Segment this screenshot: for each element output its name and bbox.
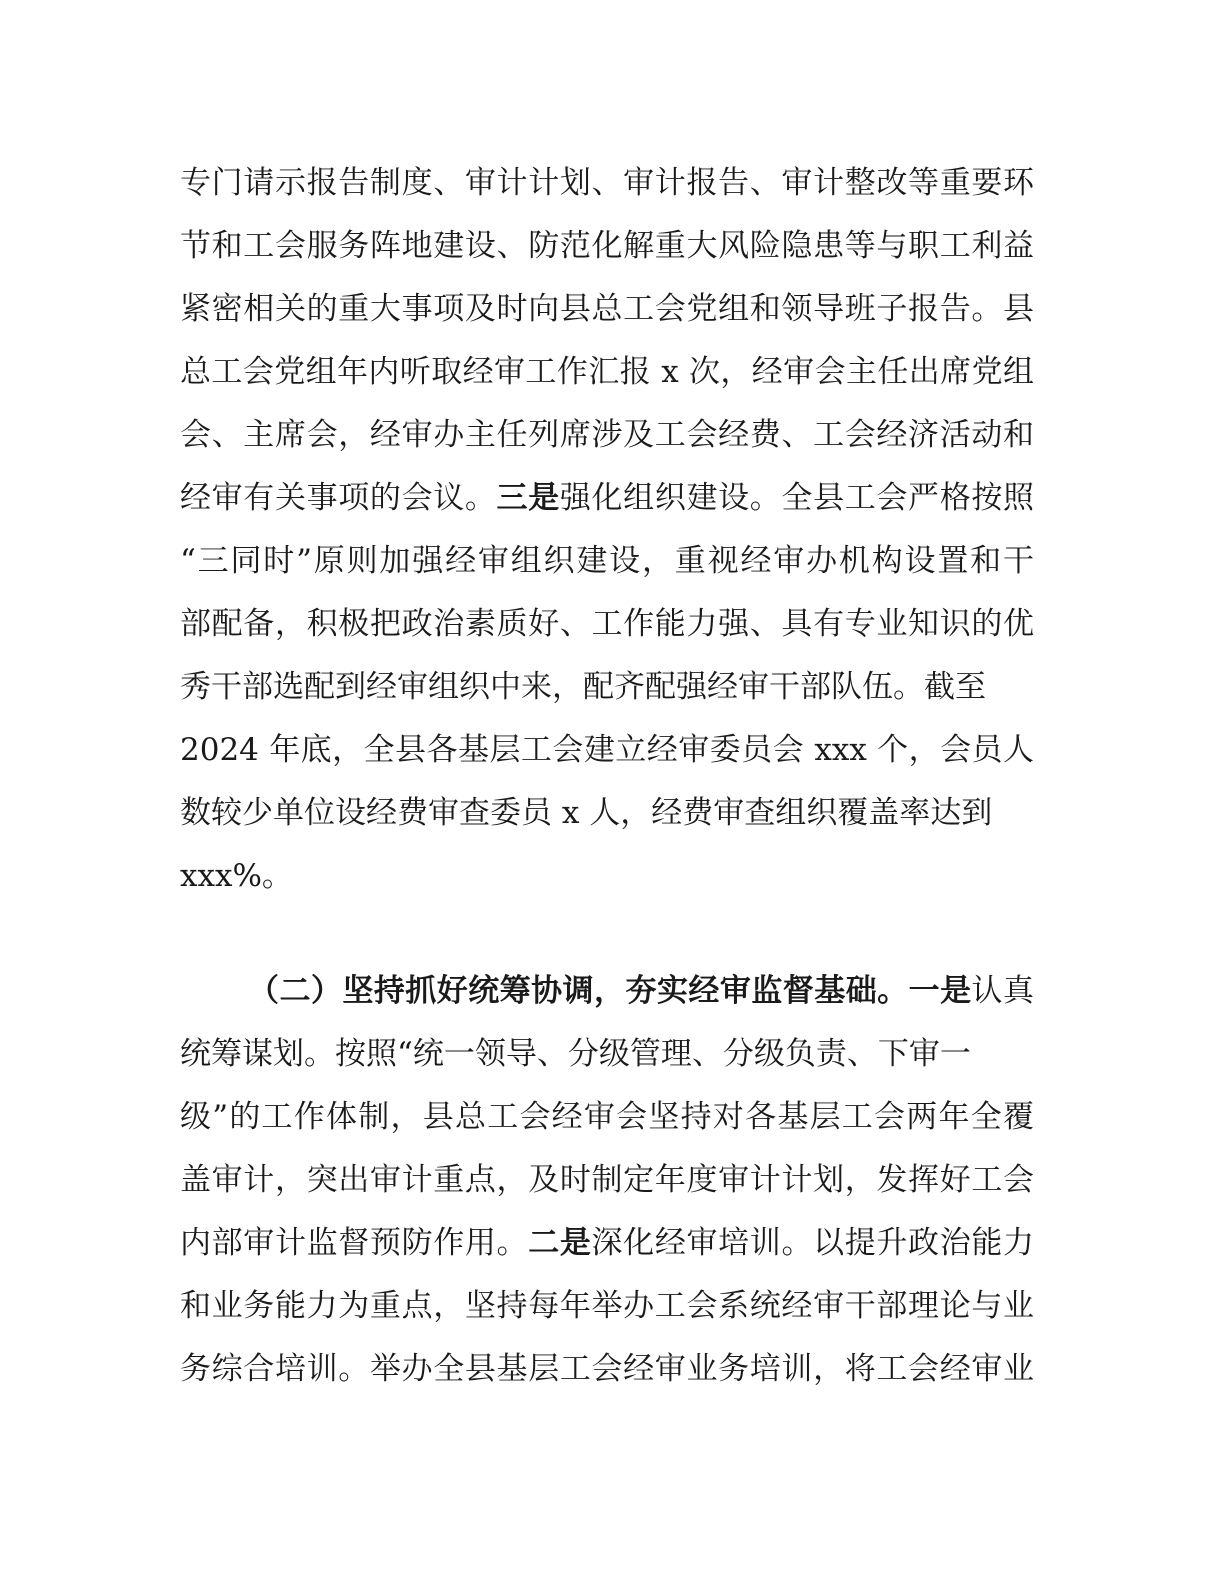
paragraph-gap [180, 908, 1034, 960]
bold-marker-two: 二是 [528, 1225, 592, 1261]
text-segment: 强化组织建设。全县工会严格按照 [559, 480, 1034, 516]
text-line-mixed [180, 467, 1034, 530]
text-segment: 内部审计监督预防作用。 [180, 1225, 529, 1261]
text-line-mixed [180, 1212, 1034, 1275]
text-line: xxx%。 [180, 858, 293, 894]
text-line: 专门请示报告制度、审计计划、审计报告、审计整改等重要环 [180, 165, 1034, 201]
text-line: 部配备，积极把政治素质好、工作能力强、具有专业知识的优 [180, 606, 1034, 642]
paragraph-coordination [180, 960, 1034, 1401]
document-page [180, 152, 1034, 1401]
text-segment: 认真 [971, 973, 1034, 1009]
bold-marker-one: 一是 [908, 973, 972, 1009]
text-line: 统筹谋划。按照“统一领导、分级管理、分级负责、下审一 [180, 1036, 971, 1072]
text-line: “三同时”原则加强经审组织建设，重视经审办机构设置和干 [180, 543, 1034, 579]
text-line: 秀干部选配到经审组织中来，配齐配强经审干部队伍。截至 [180, 669, 986, 705]
text-line: 2024 年底，全县各基层工会建立经审委员会 xxx 个，会员人 [180, 732, 1034, 768]
bold-marker-three: 三是 [496, 480, 560, 516]
text-line: 务综合培训。举办全县基层工会经审业务培训，将工会经审业 [180, 1351, 1034, 1387]
text-line: 紧密相关的重大事项及时向县总工会党组和领导班子报告。县 [180, 291, 1034, 327]
text-line: 盖审计，突出审计重点，及时制定年度审计计划，发挥好工会 [180, 1162, 1034, 1198]
paragraph-organization [180, 152, 1034, 908]
section-heading-line [180, 960, 1034, 1023]
section-heading: （二）坚持抓好统筹协调，夯实经审监督基础。 [248, 973, 909, 1009]
text-line: 会、主席会，经审办主任列席涉及工会经费、工会经济活动和 [180, 417, 1034, 453]
text-line: 级”的工作体制，县总工会经审会坚持对各基层工会两年全覆 [180, 1099, 1034, 1135]
text-segment: 经审有关事项的会议。 [180, 480, 497, 516]
text-segment: 深化经审培训。以提升政治能力 [591, 1225, 1034, 1261]
text-line: 总工会党组年内听取经审工作汇报 x 次，经审会主任出席党组 [180, 354, 1034, 390]
text-line: 和业务能力为重点，坚持每年举办工会系统经审干部理论与业 [180, 1288, 1034, 1324]
text-line: 数较少单位设经费审查委员 x 人，经费审查组织覆盖率达到 [180, 795, 993, 831]
text-line: 节和工会服务阵地建设、防范化解重大风险隐患等与职工利益 [180, 228, 1034, 264]
